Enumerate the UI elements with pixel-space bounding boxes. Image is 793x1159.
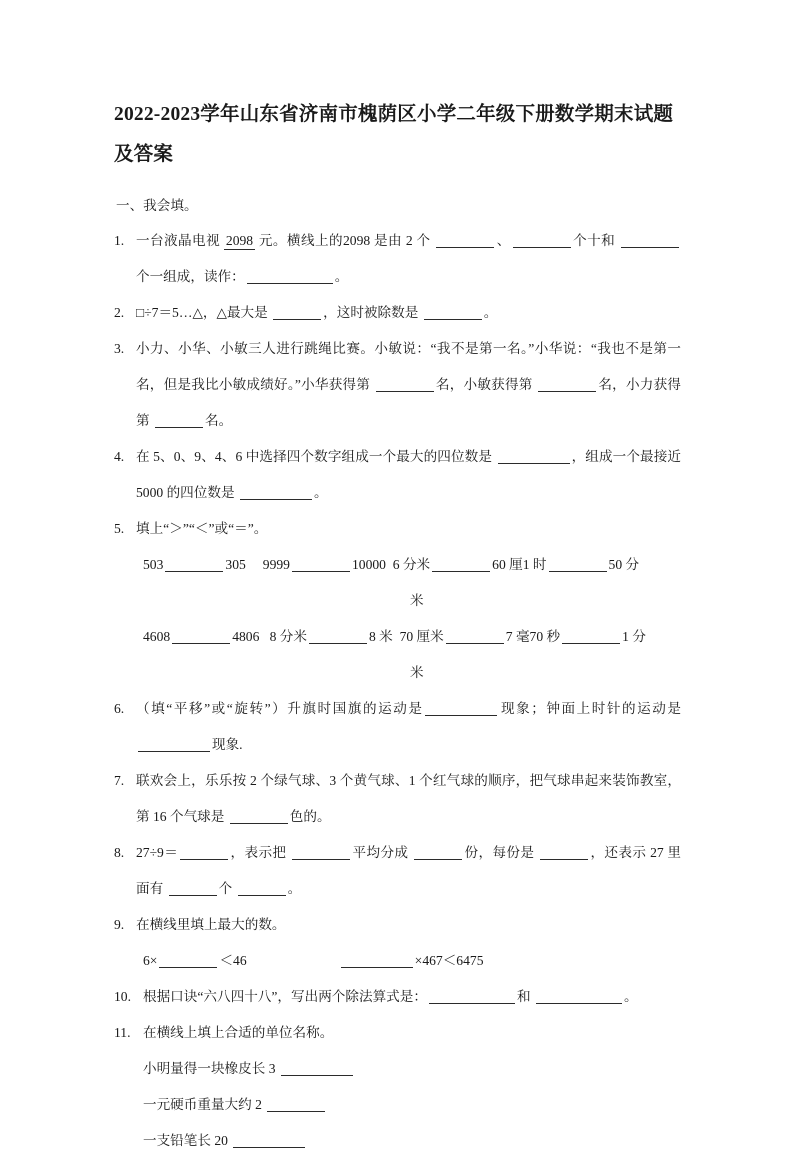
q5-r1-c2-right: 10000: [351, 557, 386, 572]
page-title: 2022-2023学年山东省济南市槐荫区小学二年级下册数学期末试题及答案: [114, 104, 674, 165]
q8-blank-2[interactable]: [292, 859, 350, 860]
q5-r2-c3-blank[interactable]: [446, 643, 504, 644]
q11-unit-line-1: [114, 1051, 681, 1087]
question-10-number: 10.: [114, 989, 131, 1004]
q1-text-c: 、: [496, 233, 511, 248]
question-5-number: 5.: [114, 521, 125, 536]
q1-blank-2[interactable]: [513, 247, 571, 248]
q7-text-b: 色的。: [289, 809, 331, 824]
q5-r1-c1-left: 503: [143, 557, 164, 572]
q3-blank-3[interactable]: [155, 427, 203, 428]
q9-equation-1: [143, 953, 247, 968]
q11-unit-3-text: 一支铅笔长 20: [143, 1133, 232, 1148]
question-11: [114, 1015, 681, 1051]
q5-r1-c1: [143, 547, 246, 583]
q5-r2-c2-right: 8 米: [368, 629, 393, 644]
q11-unit-1-blank[interactable]: [281, 1075, 353, 1076]
q5-r2-c2: [270, 619, 393, 655]
q8-text-f: 个: [218, 881, 236, 896]
q5-r2-c4-right: 1 分: [622, 629, 646, 644]
question-4-number: 4.: [114, 449, 125, 464]
q11-unit-3-blank[interactable]: [233, 1147, 305, 1148]
q5-r1-c2-blank[interactable]: [292, 571, 350, 572]
question-9: [114, 907, 681, 943]
q5-r2-c4: [530, 619, 646, 655]
q5-r1-c2-left: 9999: [262, 557, 290, 572]
question-2-number: 2.: [114, 305, 125, 320]
question-7-number: 7.: [114, 773, 125, 788]
q5-comparison-row-1: [114, 547, 681, 583]
q1-blank-4[interactable]: [247, 283, 333, 284]
q5-r1-c4-right: 50 分: [608, 557, 640, 572]
q5-r2-c1-right: 4806: [232, 629, 260, 644]
question-9-body: 在横线里填上最大的数。: [136, 917, 286, 932]
q5-r1-c1-blank[interactable]: [165, 571, 223, 572]
q2-text-b: ，这时被除数是: [323, 305, 422, 320]
q2-text-a: □÷7＝5…△，△最大是: [136, 305, 272, 320]
q9-eq1-left: 6×: [143, 953, 158, 968]
q5-r1-c1-right: 305: [225, 557, 246, 572]
q5-r1-c2: [263, 547, 386, 583]
question-5: [114, 511, 681, 547]
q7-blank-1[interactable]: [230, 823, 288, 824]
q11-unit-1-text: 小明量得一块橡皮长 3: [143, 1061, 279, 1076]
q1-text-b: 元。横线上的2098 是由 2 个: [255, 233, 435, 248]
q9-eq1-right: ＜46: [219, 953, 247, 968]
q8-blank-3[interactable]: [414, 859, 462, 860]
q3-text-d: 名。: [205, 413, 233, 428]
q5-r2-c2-blank[interactable]: [309, 643, 367, 644]
q1-text-e: 个一组成，读作：: [136, 269, 245, 284]
q3-text-c: 名，小力获得第: [136, 377, 681, 428]
q1-blank-1[interactable]: [436, 247, 494, 248]
q6-blank-1[interactable]: [425, 715, 497, 716]
q10-text-a: 根据口诀“六八四十八”，写出两个除法算式是：: [143, 989, 427, 1004]
q4-blank-1[interactable]: [498, 463, 570, 464]
question-4: [114, 439, 681, 511]
q5-r2-c2-left: 8 分米: [269, 629, 307, 644]
q2-blank-2[interactable]: [424, 319, 482, 320]
q3-blank-2[interactable]: [538, 391, 596, 392]
question-3: [114, 331, 681, 439]
q4-text-b: ，组成一个最接近 5000 的四位数是: [136, 449, 681, 500]
question-2-body: [136, 295, 681, 331]
question-11-number: 11.: [114, 1025, 131, 1040]
question-4-body: [136, 439, 681, 511]
q8-blank-6[interactable]: [238, 895, 286, 896]
q5-r2-c3-right: 7 毫: [505, 629, 530, 644]
q5-r2-c4-blank[interactable]: [562, 643, 620, 644]
q5-r2-c4-left: 70 秒: [529, 629, 561, 644]
question-6-number: 6.: [114, 701, 125, 716]
q2-text-c: 。: [483, 305, 498, 320]
question-8: [114, 835, 681, 907]
question-7-body: [136, 763, 681, 835]
q5-row-2-wrap: 米: [410, 665, 424, 680]
q11-unit-2-text: 一元硬币重量大约 2: [143, 1097, 266, 1112]
question-1: [114, 223, 681, 295]
question-11-body: 在横线上填上合适的单位名称。: [143, 1025, 334, 1040]
q5-r2-c3: [400, 619, 530, 655]
q5-r1-c4-blank[interactable]: [549, 571, 607, 572]
question-8-body: [136, 835, 681, 907]
q5-comparison-row-2: [114, 619, 681, 655]
q5-r2-c3-left: 70 厘米: [399, 629, 444, 644]
q2-blank-1[interactable]: [273, 319, 321, 320]
q11-unit-2-blank[interactable]: [267, 1111, 325, 1112]
q1-underlined-number: 2098: [225, 233, 254, 248]
q9-equation-2: [339, 953, 484, 968]
q6-text-c: 现象.: [212, 737, 243, 752]
q3-blank-1[interactable]: [376, 391, 434, 392]
question-1-number: 1.: [114, 233, 125, 248]
q3-text-a: 小力、小华、小敏三人进行跳绳比赛。小敏说：“我不是第一名。”小华说：“我也不是第一名，但是我比小敏成绩好。”小华获得第: [136, 341, 681, 392]
q8-text-b: ，表示把: [230, 845, 291, 860]
q5-r1-c3-left: 6 分米: [392, 557, 431, 572]
question-5-body: 填上“＞”“＜”或“＝”。: [136, 521, 268, 536]
q1-text-f: 。: [334, 269, 349, 284]
q5-r1-c3: [393, 547, 523, 583]
q6-text-a: （填“平移”或“旋转”）升旗时国旗的运动是: [136, 701, 424, 716]
q8-blank-5[interactable]: [169, 895, 217, 896]
question-8-number: 8.: [114, 845, 125, 860]
q5-r2-c1: [143, 619, 259, 655]
q10-text-c: 。: [623, 989, 638, 1004]
q9-eq2-blank[interactable]: [341, 967, 413, 968]
q8-blank-4[interactable]: [540, 859, 588, 860]
q4-text-c: 。: [313, 485, 328, 500]
q1-text-d: 个十和: [572, 233, 619, 248]
q5-r1-c4: [523, 547, 639, 583]
q5-r1-c3-right: 60 厘: [492, 557, 523, 572]
q8-blank-1[interactable]: [180, 859, 228, 860]
q8-text-g: 。: [287, 881, 302, 896]
q11-unit-line-3: [114, 1123, 681, 1159]
q9-equation-row: [114, 943, 681, 979]
question-10: [114, 979, 681, 1015]
q8-text-e: ，还表示 27 里面有: [136, 845, 682, 896]
q3-text-b: 名，小敏获得第: [435, 377, 537, 392]
q5-r1-c3-blank[interactable]: [432, 571, 490, 572]
q8-text-d: 份，每份是: [464, 845, 539, 860]
q4-text-a: 在 5、0、9、4、6 中选择四个数字组成一个最大的四位数是: [136, 449, 496, 464]
question-9-number: 9.: [114, 917, 125, 932]
q8-text-a: 27÷9＝: [136, 845, 179, 860]
question-3-body: [136, 331, 681, 439]
q6-text-b: 现象；钟面上时针的运动是: [499, 701, 681, 716]
q1-text-a: 一台液晶电视: [136, 233, 224, 248]
q7-text-a: 联欢会上，乐乐按 2 个绿气球、3 个黄气球、1 个红气球的顺序，把气球串起来装饰教室，第 16 个气球是: [136, 773, 681, 824]
question-1-body: [136, 223, 681, 295]
q5-r2-c1-left: 4608: [143, 629, 171, 644]
section-heading-fill-in: 一、我会填。: [116, 198, 198, 213]
q9-eq2-right: ×467＜6475: [414, 953, 484, 968]
q5-row-1-wrap: 米: [410, 593, 424, 608]
question-6-body: [136, 691, 681, 763]
q10-blank-2[interactable]: [536, 1003, 622, 1004]
q9-eq1-blank[interactable]: [159, 967, 217, 968]
q10-text-b: 和: [516, 989, 534, 1004]
q5-r2-c1-blank[interactable]: [172, 643, 230, 644]
q11-unit-line-2: [114, 1087, 681, 1123]
question-10-body: [143, 979, 681, 1015]
question-7: [114, 763, 681, 835]
q1-blank-3[interactable]: [621, 247, 679, 248]
question-3-number: 3.: [114, 341, 125, 356]
q5-r1-c4-left: 1 时: [522, 557, 547, 572]
q4-blank-2[interactable]: [240, 499, 312, 500]
q6-blank-2[interactable]: [138, 751, 210, 752]
question-2: [114, 295, 681, 331]
q10-blank-1[interactable]: [429, 1003, 515, 1004]
question-6: [114, 691, 681, 763]
q8-text-c: 平均分成: [352, 845, 413, 860]
